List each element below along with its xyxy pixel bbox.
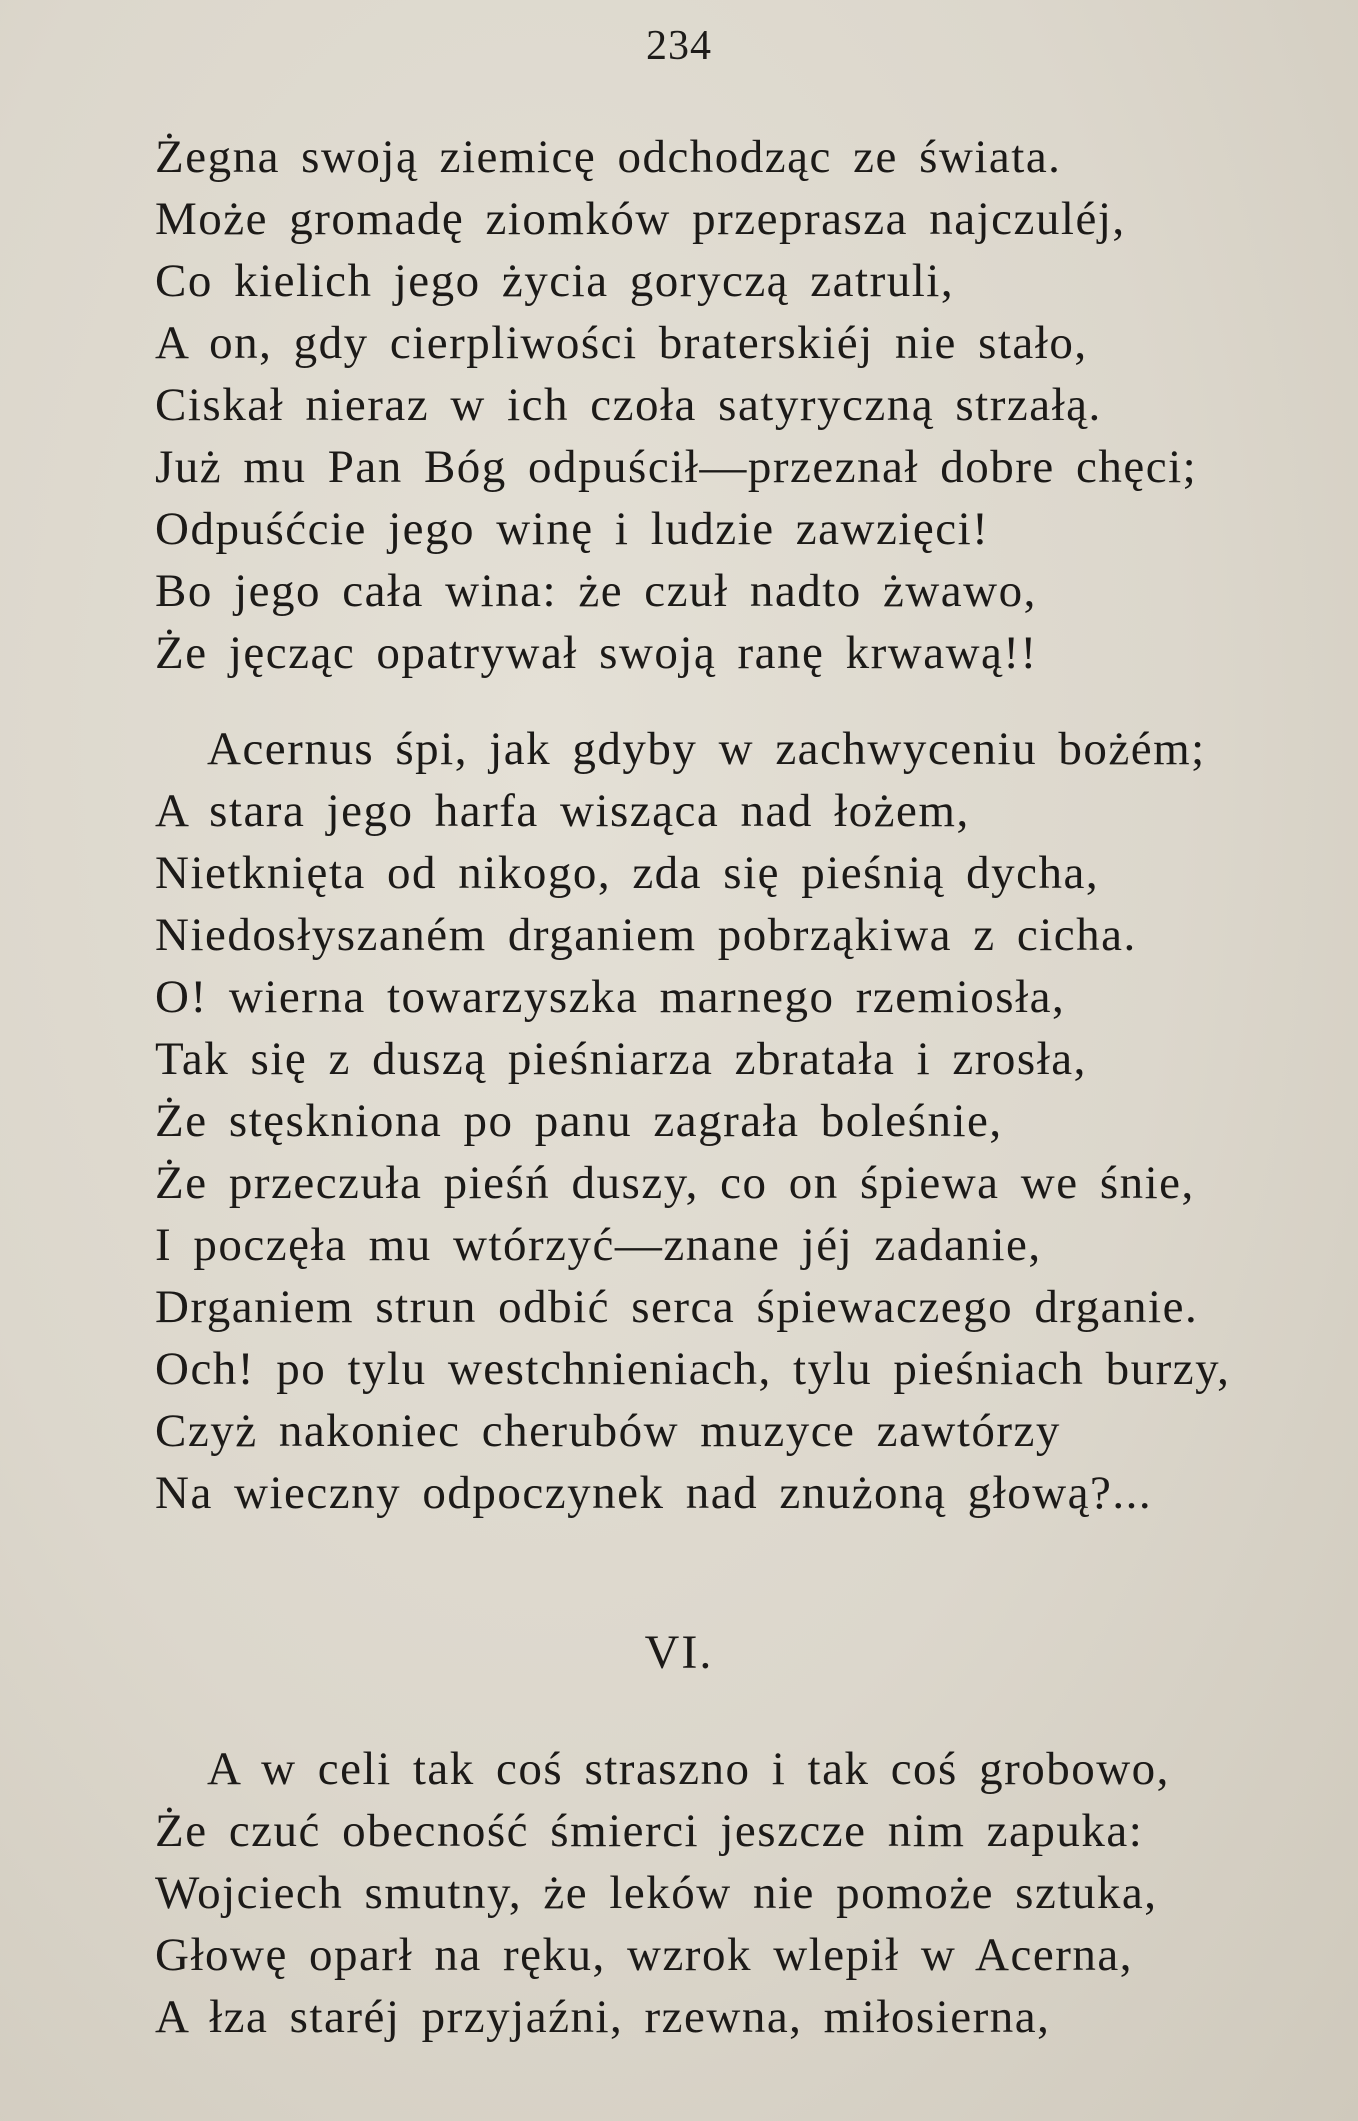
verse-line: Może gromadę ziomków przeprasza najczuléj,: [155, 193, 1126, 245]
verse-line: Co kielich jego życia goryczą zatruli,: [155, 255, 955, 307]
verse-line: Że przeczuła pieśń duszy, co on śpiewa we śnie,: [155, 1157, 1195, 1209]
verse-line: Acernus śpi, jak gdyby w zachwyceniu bożém;: [207, 723, 1206, 775]
verse-line: A stara jego harfa wisząca nad łożem,: [155, 785, 970, 837]
verse-line: Bo jego cała wina: że czuł nadto żwawo,: [155, 565, 1037, 617]
verse-line: Głowę oparł na ręku, wzrok wlepił w Acerna,: [155, 1929, 1133, 1981]
verse-line: Ciskał nieraz w ich czoła satyryczną strzałą.: [155, 379, 1102, 431]
section-heading: VI.: [644, 1626, 714, 1679]
stanza-3: [155, 1738, 1305, 2048]
verse-line: Nietknięta od nikogo, zda się pieśnią dycha,: [155, 847, 1100, 899]
verse-line: Och! po tylu westchnieniach, tylu pieśniach burzy,: [155, 1343, 1231, 1395]
verse-line: Tak się z duszą pieśniarza zbratała i zrosła,: [155, 1033, 1087, 1085]
verse-line: Że jęcząc opatrywał swoją ranę krwawą!!: [155, 627, 1038, 679]
stanza-1: [155, 126, 1305, 684]
verse-line: A łza staréj przyjaźni, rzewna, miłosierna,: [155, 1991, 1051, 2043]
stanza-2: [155, 718, 1305, 1524]
verse-line: A w celi tak coś straszno i tak coś grobowo,: [207, 1743, 1170, 1795]
verse-line: Na wieczny odpoczynek nad znużoną głową?...: [155, 1467, 1153, 1519]
page-number: 234: [646, 23, 712, 69]
verse-line: Żegna swoją ziemicę odchodząc ze świata.: [155, 131, 1062, 183]
verse-line: Że stęskniona po panu zagrała boleśnie,: [155, 1095, 1003, 1147]
verse-line: Odpuśćcie jego winę i ludzie zawzięci!: [155, 503, 990, 555]
verse-line: Że czuć obecność śmierci jeszcze nim zapuka:: [155, 1805, 1144, 1857]
verse-line: Wojciech smutny, że leków nie pomoże sztuka,: [155, 1867, 1158, 1919]
verse-line: I poczęła mu wtórzyć—znane jéj zadanie,: [155, 1219, 1042, 1271]
verse-line: O! wierna towarzyszka marnego rzemiosła,: [155, 971, 1066, 1023]
verse-line: Drganiem strun odbić serca śpiewaczego drganie.: [155, 1281, 1199, 1333]
verse-line: Czyż nakoniec cherubów muzyce zawtórzy: [155, 1405, 1061, 1457]
verse-line: A on, gdy cierpliwości braterskiéj nie stało,: [155, 317, 1088, 369]
verse-line: Niedosłyszaném drganiem pobrząkiwa z cicha.: [155, 909, 1137, 961]
verse-line: Już mu Pan Bóg odpuścił—przeznał dobre chęci;: [155, 441, 1198, 493]
